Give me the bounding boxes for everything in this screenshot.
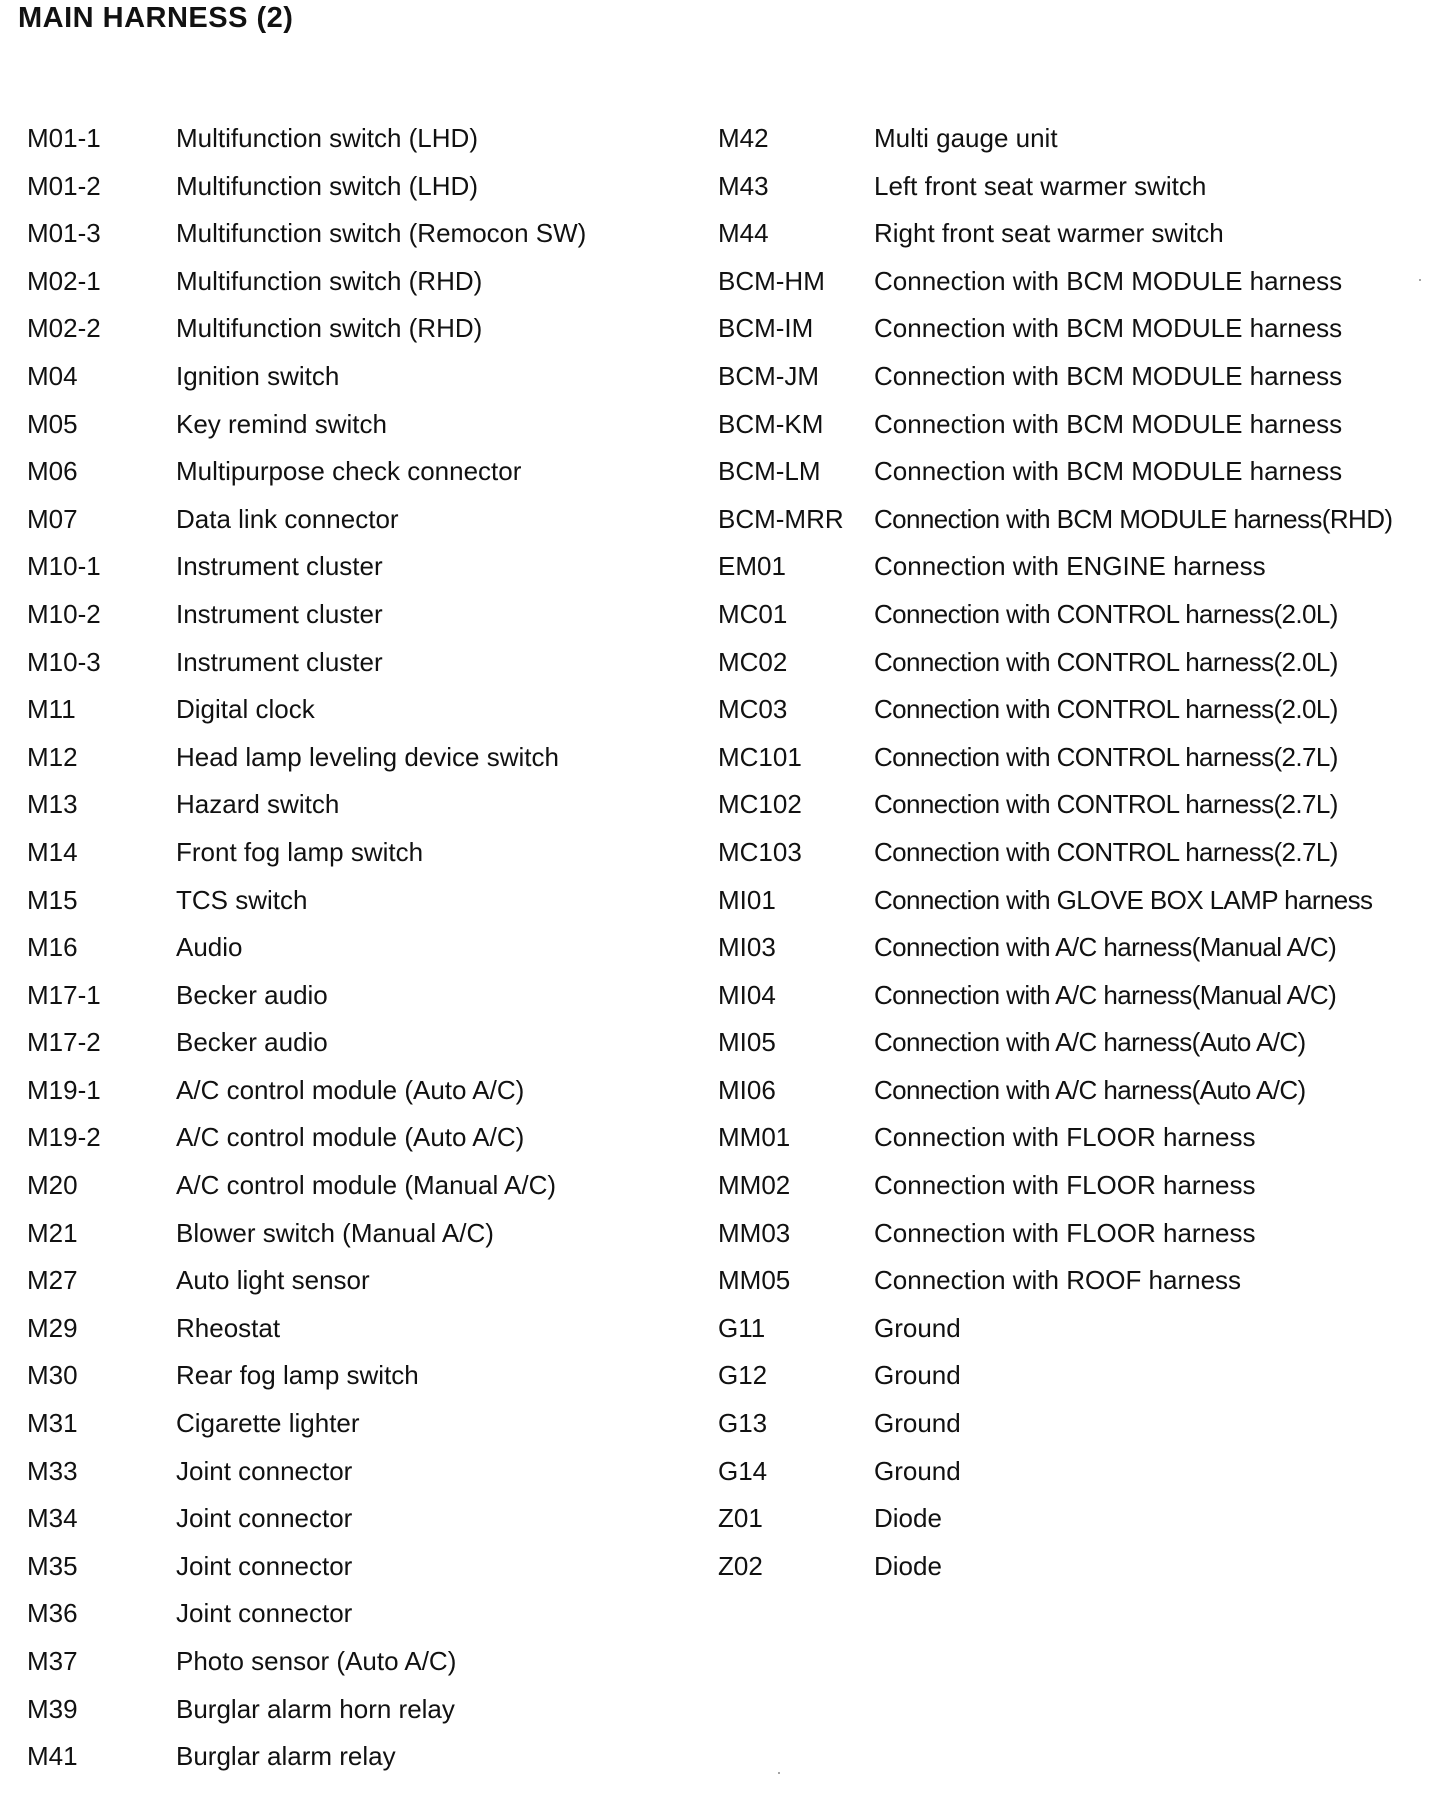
connector-row [718, 171, 1392, 219]
connector-description: Multifunction switch (RHD) [176, 265, 483, 296]
connector-code: M36 [27, 1598, 78, 1629]
connector-description: Joint connector [176, 1550, 353, 1581]
connector-description: Joint connector [176, 1503, 353, 1534]
connector-description: Connection with BCM MODULE harness [874, 456, 1343, 487]
connector-description: Head lamp leveling device switch [176, 741, 559, 772]
connector-description: Connection with BCM MODULE harness [874, 313, 1343, 344]
connector-row [718, 218, 1392, 266]
connector-row [718, 1503, 1392, 1551]
connector-code: M34 [27, 1503, 78, 1534]
connector-row [27, 1551, 586, 1599]
connector-row [718, 123, 1392, 171]
connector-description: Connection with FLOOR harness [874, 1217, 1256, 1248]
connector-code: M02-1 [27, 265, 101, 296]
connector-code: G13 [718, 1408, 768, 1439]
connector-row [718, 1075, 1392, 1123]
connector-row [27, 1265, 586, 1313]
connector-row [718, 789, 1392, 837]
connector-row [27, 932, 586, 980]
connector-description: Joint connector [176, 1598, 353, 1629]
connector-row [27, 218, 586, 266]
connector-description: Connection with CONTROL harness(2.7L) [874, 789, 1338, 820]
connector-row [718, 551, 1392, 599]
connector-code: M17-2 [27, 1027, 101, 1058]
connector-row [27, 171, 586, 219]
connector-row [718, 1218, 1392, 1266]
connector-row [718, 599, 1392, 647]
connector-code: M14 [27, 836, 78, 867]
connector-code: G11 [718, 1312, 766, 1343]
connector-code: M30 [27, 1360, 78, 1391]
connector-code: Z01 [718, 1503, 763, 1534]
connector-row [718, 409, 1392, 457]
connector-row [27, 1598, 586, 1646]
connector-row [718, 980, 1392, 1028]
connector-row [718, 1122, 1392, 1170]
connector-row [27, 837, 586, 885]
connector-row [27, 1694, 586, 1742]
connector-description: Multifunction switch (Remocon SW) [176, 218, 587, 249]
connector-description: Connection with BCM MODULE harness(RHD) [874, 503, 1393, 534]
connector-code: M12 [27, 741, 78, 772]
connector-description: Left front seat warmer switch [874, 170, 1207, 201]
connector-description: Burglar alarm horn relay [176, 1693, 455, 1724]
connector-description: Key remind switch [176, 408, 387, 439]
connector-description: Multifunction switch (RHD) [176, 313, 483, 344]
connector-description: Multipurpose check connector [176, 456, 522, 487]
connector-code: M02-2 [27, 313, 101, 344]
connector-code: M29 [27, 1312, 78, 1343]
connector-description: Ground [874, 1408, 961, 1439]
connector-row [27, 504, 586, 552]
connector-description: Ground [874, 1455, 961, 1486]
connector-row [27, 1313, 586, 1361]
connector-code: M33 [27, 1455, 78, 1486]
connector-description: Blower switch (Manual A/C) [176, 1217, 494, 1248]
connector-description: Front fog lamp switch [176, 836, 424, 867]
connector-row [27, 409, 586, 457]
connector-code: MI05 [718, 1027, 776, 1058]
connector-description: Joint connector [176, 1455, 353, 1486]
connector-description: Multi gauge unit [874, 123, 1058, 153]
connector-description: Connection with CONTROL harness(2.0L) [874, 694, 1338, 725]
connector-code: BCM-LM [718, 456, 821, 487]
connector-code: M43 [718, 170, 769, 201]
connector-description: Diode [874, 1550, 942, 1581]
connector-code: MC102 [718, 789, 802, 820]
connector-row [718, 1360, 1392, 1408]
connector-description: Connection with CONTROL harness(2.0L) [874, 598, 1338, 629]
connector-row [27, 1456, 586, 1504]
connector-code: M44 [718, 218, 769, 249]
connector-description: Connection with A/C harness(Auto A/C) [874, 1074, 1306, 1105]
connector-description: Connection with CONTROL harness(2.7L) [874, 836, 1338, 867]
connector-code: BCM-IM [718, 313, 814, 344]
connector-description: Rear fog lamp switch [176, 1360, 419, 1391]
connector-code: G14 [718, 1455, 768, 1486]
connector-row [27, 980, 586, 1028]
connector-description: Burglar alarm relay [176, 1741, 396, 1772]
connector-code: MC103 [718, 836, 802, 867]
connector-description: Connection with GLOVE BOX LAMP harness [874, 884, 1373, 915]
connector-code: M13 [27, 789, 78, 820]
connector-code: MI06 [718, 1074, 776, 1105]
connector-code: M27 [27, 1265, 78, 1296]
connector-row [27, 1122, 586, 1170]
connector-description: Connection with CONTROL harness(2.0L) [874, 646, 1338, 677]
connector-code: M06 [27, 456, 78, 487]
connector-row [27, 123, 586, 171]
connector-code: MM05 [718, 1265, 791, 1296]
connector-description: Connection with CONTROL harness(2.7L) [874, 741, 1338, 772]
connector-description: Data link connector [176, 503, 399, 534]
connector-code: M42 [718, 123, 769, 153]
connector-description: Connection with BCM MODULE harness [874, 408, 1343, 439]
connector-code: BCM-JM [718, 360, 820, 391]
connector-code: M41 [27, 1741, 78, 1772]
connector-description: Multifunction switch (LHD) [176, 123, 478, 153]
scan-speck [778, 1772, 780, 1774]
connector-description: Connection with FLOOR harness [874, 1170, 1256, 1201]
connector-description: Ground [874, 1360, 961, 1391]
connector-description: Hazard switch [176, 789, 340, 820]
connector-row [27, 1408, 586, 1456]
connector-code: M07 [27, 503, 78, 534]
connector-description: Photo sensor (Auto A/C) [176, 1646, 457, 1676]
connector-code: M11 [27, 694, 76, 725]
connector-code: M01-2 [27, 170, 101, 201]
connector-row [27, 1170, 586, 1218]
connector-row [27, 1360, 586, 1408]
connector-row [27, 361, 586, 409]
connector-code: M01-1 [27, 123, 101, 153]
connector-row [718, 837, 1392, 885]
connector-row [718, 266, 1392, 314]
connector-code: M10-2 [27, 598, 101, 629]
scan-speck [1419, 279, 1421, 281]
connector-code: MC101 [718, 741, 802, 772]
connector-code: M31 [27, 1408, 78, 1439]
connector-code: M17-1 [27, 979, 101, 1010]
connector-description: Connection with ROOF harness [874, 1265, 1242, 1296]
connector-description: Right front seat warmer switch [874, 218, 1224, 249]
connector-row [27, 885, 586, 933]
connector-row [718, 456, 1392, 504]
connector-description: Connection with A/C harness(Auto A/C) [874, 1027, 1306, 1058]
connector-code: BCM-KM [718, 408, 824, 439]
connector-description: Connection with ENGINE harness [874, 551, 1266, 582]
connector-code: M10-3 [27, 646, 101, 677]
connector-code: M10-1 [27, 551, 101, 582]
connector-code: MI01 [718, 884, 776, 915]
connector-row [27, 694, 586, 742]
connector-row [27, 1218, 586, 1266]
connector-row [27, 742, 586, 790]
connector-code: MC02 [718, 646, 788, 677]
connector-code: M37 [27, 1646, 78, 1676]
connector-code: M19-1 [27, 1074, 101, 1105]
connector-list-left [27, 123, 586, 1789]
connector-row [27, 599, 586, 647]
connector-description: Diode [874, 1503, 942, 1534]
connector-row [718, 1551, 1392, 1599]
connector-code: MM03 [718, 1217, 791, 1248]
connector-description: Connection with BCM MODULE harness [874, 360, 1343, 391]
connector-description: A/C control module (Auto A/C) [176, 1074, 525, 1105]
connector-description: Connection with A/C harness(Manual A/C) [874, 979, 1337, 1010]
page-title: MAIN HARNESS (2) [18, 2, 294, 34]
connector-description: Instrument cluster [176, 598, 383, 629]
connector-code: M01-3 [27, 218, 101, 249]
connector-row [718, 1408, 1392, 1456]
connector-description: Instrument cluster [176, 551, 383, 582]
connector-code: M35 [27, 1550, 78, 1581]
connector-row [27, 1646, 586, 1694]
connector-row [27, 1741, 586, 1789]
connector-description: Audio [176, 932, 243, 963]
connector-code: M21 [27, 1217, 78, 1248]
connector-code: MM01 [718, 1122, 791, 1153]
connector-row [27, 647, 586, 695]
connector-row [718, 504, 1392, 552]
connector-code: M04 [27, 360, 78, 391]
connector-code: BCM-MRR [718, 503, 844, 534]
connector-row [718, 694, 1392, 742]
connector-description: Cigarette lighter [176, 1408, 360, 1439]
connector-description: Instrument cluster [176, 646, 383, 677]
connector-code: M20 [27, 1170, 78, 1201]
connector-row [27, 456, 586, 504]
connector-description: A/C control module (Manual A/C) [176, 1170, 557, 1201]
connector-code: MC03 [718, 694, 788, 725]
connector-row [27, 1503, 586, 1551]
connector-code: Z02 [718, 1550, 763, 1581]
connector-row [718, 1027, 1392, 1075]
connector-description: Connection with A/C harness(Manual A/C) [874, 932, 1337, 963]
connector-row [718, 1313, 1392, 1361]
connector-row [27, 1027, 586, 1075]
connector-code: BCM-HM [718, 265, 825, 296]
connector-description: A/C control module (Auto A/C) [176, 1122, 525, 1153]
connector-code: M39 [27, 1693, 78, 1724]
connector-code: G12 [718, 1360, 768, 1391]
connector-description: Ground [874, 1312, 961, 1343]
connector-description: Ignition switch [176, 360, 340, 391]
connector-code: M15 [27, 884, 78, 915]
connector-description: Multifunction switch (LHD) [176, 170, 478, 201]
connector-row [718, 361, 1392, 409]
connector-row [718, 885, 1392, 933]
connector-row [718, 742, 1392, 790]
connector-code: EM01 [718, 551, 786, 582]
connector-description: TCS switch [176, 884, 308, 915]
connector-code: M05 [27, 408, 78, 439]
connector-code: MI03 [718, 932, 776, 963]
connector-row [27, 551, 586, 599]
connector-description: Connection with FLOOR harness [874, 1122, 1256, 1153]
connector-row [27, 1075, 586, 1123]
connector-description: Connection with BCM MODULE harness [874, 265, 1343, 296]
connector-description: Rheostat [176, 1312, 281, 1343]
connector-row [27, 266, 586, 314]
connector-code: MC01 [718, 598, 788, 629]
connector-description: Becker audio [176, 979, 328, 1010]
connector-row [27, 313, 586, 361]
connector-code: M19-2 [27, 1122, 101, 1153]
connector-row [718, 1456, 1392, 1504]
connector-code: M16 [27, 932, 78, 963]
connector-row [718, 647, 1392, 695]
connector-row [718, 1170, 1392, 1218]
connector-row [718, 932, 1392, 980]
connector-code: MI04 [718, 979, 776, 1010]
connector-code: MM02 [718, 1170, 791, 1201]
connector-description: Digital clock [176, 694, 315, 725]
connector-row [718, 313, 1392, 361]
connector-list-right [718, 123, 1392, 1598]
connector-row [718, 1265, 1392, 1313]
connector-description: Auto light sensor [176, 1265, 370, 1296]
connector-description: Becker audio [176, 1027, 328, 1058]
connector-row [27, 789, 586, 837]
